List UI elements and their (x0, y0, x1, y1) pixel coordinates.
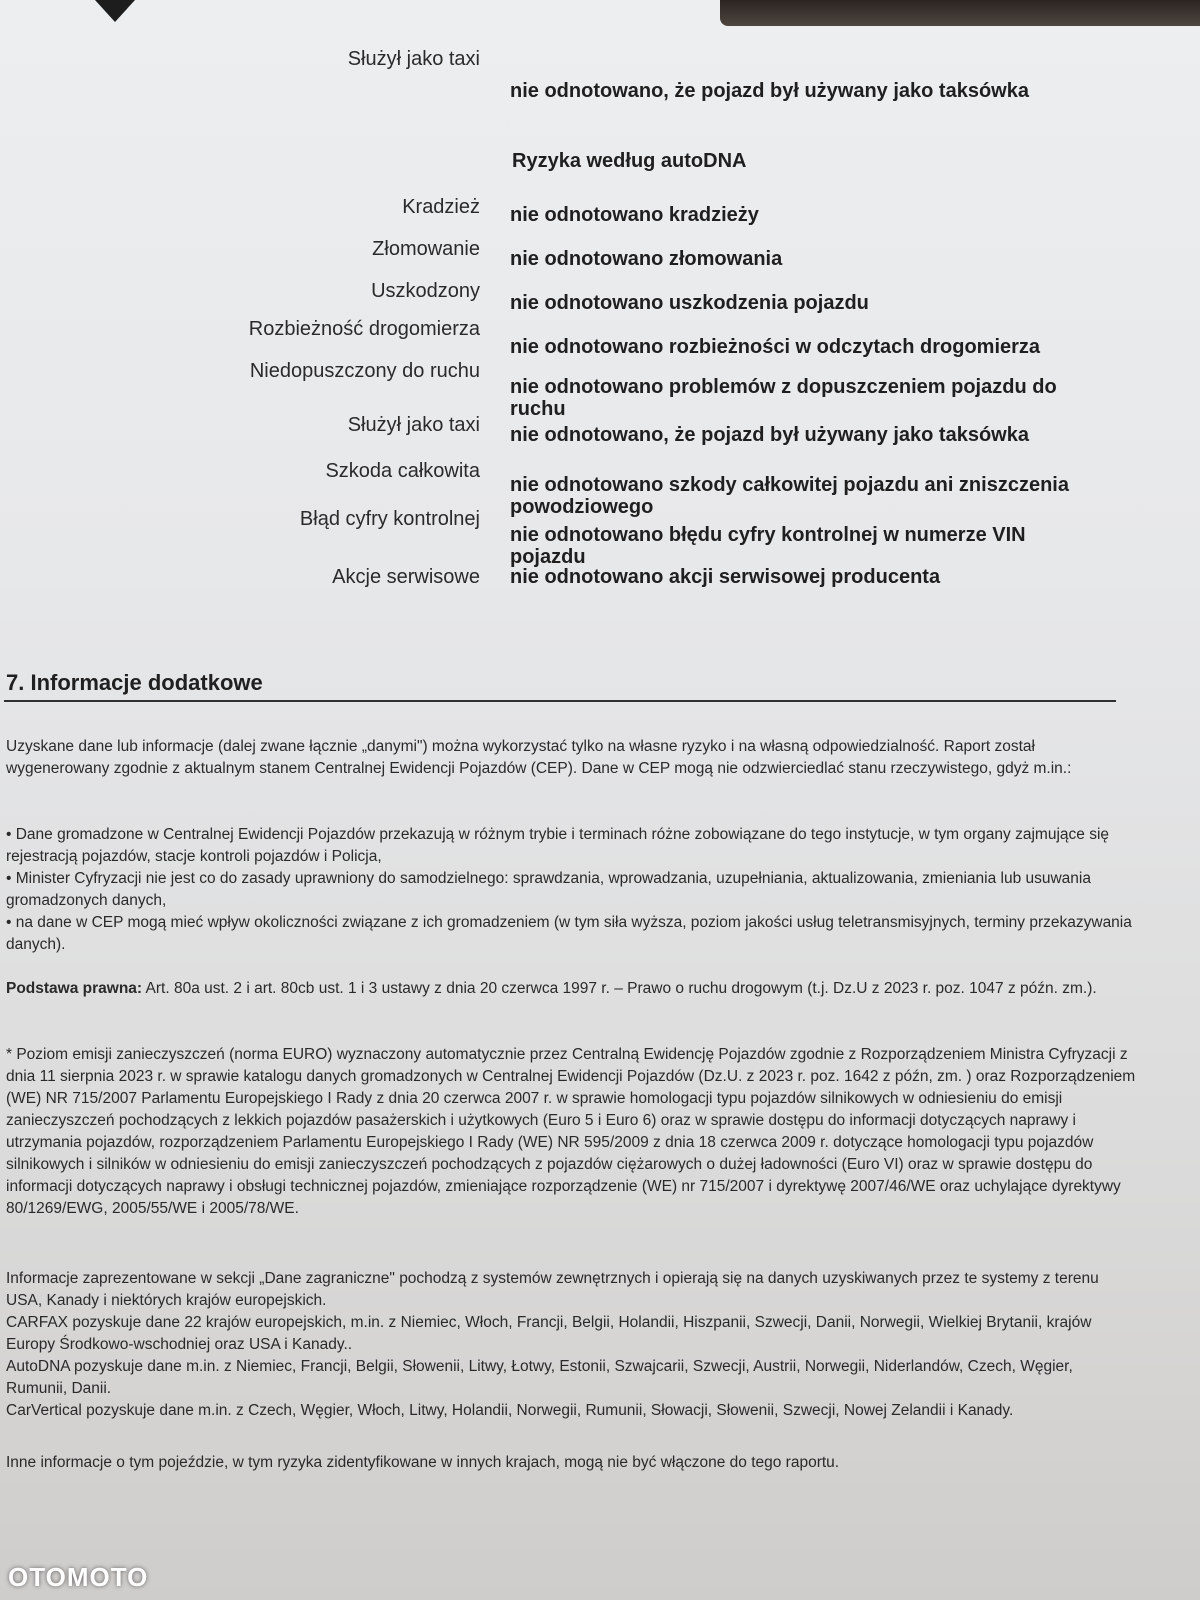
otomoto-watermark: OTOMOTO (8, 1562, 149, 1592)
section-divider (4, 700, 1116, 702)
section-title: 7. Informacje dodatkowe (6, 670, 263, 695)
risk-label: Błąd cyfry kontrolnej (299, 508, 480, 530)
risk-value: nie odnotowano akcji serwisowej producenta (510, 566, 941, 588)
risk-value: nie odnotowano, że pojazd był używany jako taksówka (510, 424, 1029, 446)
risk-label: Kradzież (402, 196, 480, 218)
risk-value: nie odnotowano uszkodzenia pojazdu (510, 292, 869, 314)
foreign-data-line: Informacje zaprezentowane w sekcji „Dane zagraniczne" pochodzą z systemów zewnętrznych i opierają się na danych uzyskiwanych przez te systemy z terenu USA, Kanady i niektórych krajów europejskich. (6, 1270, 1099, 1309)
intro-paragraph: Uzyskane dane lub informacje (dalej zwane łącznie „danymi") można wykorzystać tylko na własne ryzyko i na własną odpowiedzialność. Raport został wygenerowany zgodnie z aktualnym stanem Centralnej Ewidencji Pojazdów (CEP). Dane w CEP mogą nie odzwierciedlać stanu rzeczywistego, gdyż m.in.: (6, 738, 1072, 777)
foreign-data-line: CARFAX pozyskuje dane 22 krajów europejskich, m.in. z Niemiec, Włoch, Francji, Belgii, Holandii, Hiszpanii, Szwecji, Danii, Norwegii, Wielkiej Brytanii, krajów Europy Środkowo-wschodniej oraz USA i Kanady.. (6, 1314, 1092, 1353)
legal-basis-paragraph (6, 978, 1136, 1000)
risk-label: Rozbieżność drogomierza (248, 318, 480, 340)
bullet-item: • na dane w CEP mogą mieć wpływ okoliczności związane z ich gromadzeniem (w tym siła wyższa, poziom jakości usług teletransmisyjnych, terminy przekazywania danych). (6, 914, 1132, 953)
risk-label: Szkoda całkowita (325, 460, 480, 482)
risk-label: Złomowanie (372, 238, 480, 260)
foreign-data-line: CarVertical pozyskuje dane m.in. z Czech, Węgier, Włoch, Litwy, Holandii, Norwegii, Rumunii, Słowacji, Słowenii, Szwecji, Nowej Zelandii i Kanady. (6, 1402, 1014, 1419)
risk-value: nie odnotowano, że pojazd był używany jako taksówka (510, 80, 1029, 102)
risk-value: nie odnotowano rozbieżności w odczytach drogomierza (510, 336, 1041, 358)
legal-basis-text: Art. 80a ust. 2 i art. 80cb ust. 1 i 3 ustawy z dnia 20 czerwca 1997 r. – Prawo o ruchu drogowym (t.j. Dz.U z 2023 r. poz. 1047 z późn. zm.). (142, 980, 1097, 997)
risk-label: Służył jako taxi (347, 48, 480, 70)
top-dark-band (720, 0, 1200, 26)
foreign-data-line: Inne informacje o tym pojeździe, w tym ryzyka zidentyfikowane w innych krajach, mogą nie być włączone do tego raportu. (6, 1454, 840, 1471)
risk-value: nie odnotowano błędu cyfry kontrolnej w numerze VIN pojazdu (510, 524, 1026, 568)
bullet-item: • Dane gromadzone w Centralnej Ewidencji Pojazdów przekazują w różnym trybie i terminach różne zobowiązane do tego instytucje, w tym organy zajmujące się rejestracją pojazdów, stacje kontroli pojazdów i Policja, (6, 826, 1110, 865)
emission-note-paragraph: * Poziom emisji zanieczyszczeń (norma EURO) wyznaczony automatycznie przez Centralną Ewidencję Pojazdów zgodnie z Rozporządzeniem Ministra Cyfryzacji z dnia 11 sierpnia 2023 r. w sprawie katalogu danych gromadzonych w Centralnej Ewidencji Pojazdów (Dz.U. z 2023 r. poz. 1642 z późn, zm. ) oraz Rozporządzeniem (WE) NR 715/2007 Parlamentu Europejskiego I Rady z dnia 20 czerwca 2007 r. w sprawie homologacji typu pojazdów silnikowych w odniesieniu do emisji zanieczyszczeń pochodzących z lekkich pojazdów pasażerskich i użytkowych (Euro 5 i Euro 6) oraz w sprawie dostępu do informacji dotyczących naprawy i utrzymania pojazdów, rozporządzeniem Parlamentu Europejskiego I Rady (WE) NR 595/2009 z dnia 18 czerwca 2009 r. dotyczące homologacji typu pojazdów silnikowych i silników w odniesieniu do emisji zanieczyszczeń pochodzących z pojazdów ciężarowych o dużej ładowności (Euro VI) oraz w sprawie dostępu do informacji dotyczących naprawy i obsługi technicznej pojazdów, zmieniające rozporządzenie (WE) nr 715/2007 i dyrektywę 2007/46/WE oraz uchylające dyrektywy 80/1269/EWG, 2005/55/WE i 2005/78/WE. (6, 1046, 1136, 1217)
risks-heading: Ryzyka według autoDNA (512, 150, 747, 172)
bullet-item: • Minister Cyfryzacji nie jest co do zasady uprawniony do samodzielnego: sprawdzania, wprowadzania, uzupełniania, aktualizowania, zmieniania lub usuwania gromadzonych danych, (6, 870, 1091, 909)
risk-label: Uszkodzony (371, 280, 480, 302)
risk-value: nie odnotowano problemów z dopuszczeniem pojazdu do ruchu (510, 376, 1057, 420)
risk-label: Służył jako taxi (347, 414, 480, 436)
risk-value: nie odnotowano kradzieży (510, 204, 759, 226)
corner-triangle-shape (95, 0, 135, 22)
foreign-data-line: AutoDNA pozyskuje dane m.in. z Niemiec, Francji, Belgii, Słowenii, Litwy, Łotwy, Estonii, Szwajcarii, Szwecji, Austrii, Norwegii, Niderlandów, Czech, Węgier, Rumunii, Danii. (6, 1358, 1073, 1397)
legal-basis-label: Podstawa prawna: (6, 980, 143, 997)
risk-value: nie odnotowano złomowania (510, 248, 783, 270)
risk-label: Akcje serwisowe (332, 566, 480, 588)
risk-value: nie odnotowano szkody całkowitej pojazdu ani zniszczenia powodziowego (510, 474, 1069, 518)
risk-label: Niedopuszczony do ruchu (249, 360, 480, 382)
